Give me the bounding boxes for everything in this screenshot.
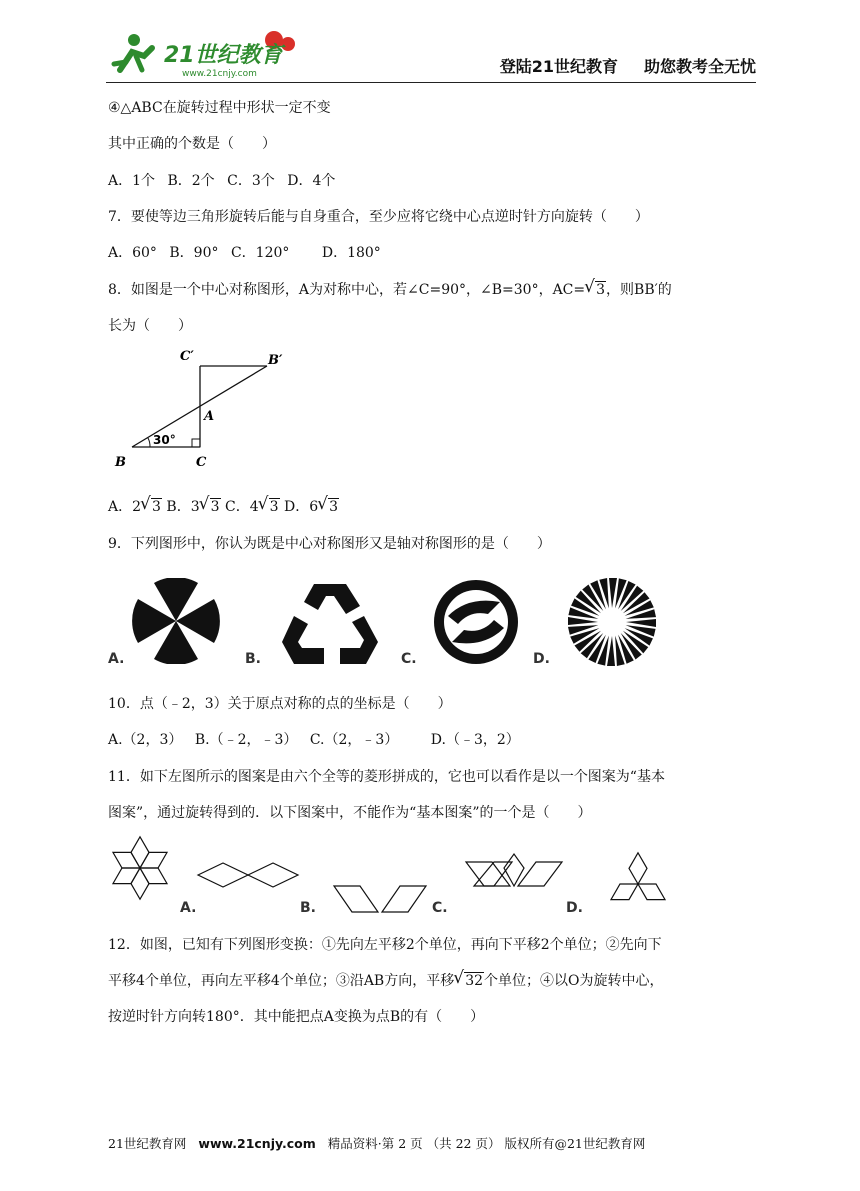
header-slogan [500,54,756,77]
sqrt-symbol: √ 3 [319,497,339,517]
label-b-prime: B′ [268,353,283,368]
q7-text: 7．要使等边三角形旋转后能与自身重合，至少应将它绕中心点逆时针方向旋转（ ） [108,209,649,225]
q6-option-a: A．1个 [108,173,156,189]
label-b: B [115,455,126,470]
q10-option-c: C.（2，﹣3） [309,732,399,748]
q10-options [108,730,520,750]
q12-text-3: 按逆时针方向转180°．其中能把点A变换为点B的有（ ） [108,1009,485,1025]
six-rhombus-star-icon [104,832,176,904]
q9-text: 9．下列图形中，你认为既是中心对称图形又是轴对称图形的是（ ） [108,536,551,552]
q8-text: 8．如图是一个中心对称图形，A为对称中心，若∠C=90°，∠B=30°，AC=√ 3，则BB′的 [108,280,672,300]
q7-options [108,243,381,263]
q8-option-d: D．6√ 3 [284,499,339,515]
slogan-left: 登陆21世纪教育 [499,57,618,76]
logo-text: 21世纪教育 [164,43,283,68]
q11-label-d: D. [566,900,583,916]
q8-option-a: A．2√ 3 [108,499,162,515]
sqrt-symbol: √ 3 [201,497,221,517]
logo-url: www.21cnjy.com [182,69,257,79]
q6-options [108,171,335,191]
two-rhombus-horizontal-icon [196,858,300,892]
q9-label-a: A. [108,651,125,667]
q10-text: 10．点（﹣2，3）关于原点对称的点的坐标是（ ） [108,696,452,712]
label-angle: 30° [153,433,176,447]
two-rhombus-v-icon [330,882,430,916]
q9-label-d: D. [533,651,550,667]
label-c: C [196,455,207,470]
sqrt-symbol: √ 3 [586,280,606,300]
header-rule [106,82,756,83]
page-header [106,26,756,82]
sqrt-symbol: √ 3 [142,497,162,517]
q6-option-c: C．3个 [227,173,275,189]
logo [106,26,306,82]
ring-emblem-icon [428,576,524,668]
spiral-sunburst-icon [562,574,662,670]
three-rhombus-y-icon [596,846,680,916]
q11-text-1: 11．如下左图所示的图案是由六个全等的菱形拼成的，它也可以看作是以一个图案为“基本 [108,769,665,785]
q6-option-b: B．2个 [167,173,215,189]
q10-option-a: A.（2，3） [108,732,183,748]
q7-option-a: A．60° [108,245,157,261]
three-rhombus-fan-icon [462,852,566,914]
q12-text-2: 平移4个单位，再向左平移4个单位；③沿AB方向，平移√ 32个单位；④以O为旋转中心， [108,971,664,991]
q9-label-c: C. [401,651,417,667]
q10-option-b: B.（﹣2，﹣3） [194,732,298,748]
footer-left: 21世纪教育网 [108,1136,187,1151]
q11-text-2: 图案”，通过旋转得到的．以下图案中，不能作为“基本图案”的一个是（ ） [108,805,592,821]
label-a: A [204,409,215,424]
q12-text-1: 12．如图，已知有下列图形变换：①先向左平移2个单位，再向下平移2个单位；②先向下 [108,937,662,953]
q8-text-cont: 长为（ ） [108,318,192,334]
q11-label-c: C. [432,900,448,916]
runner-logo-icon [106,26,306,82]
q7-option-b: B．90° [169,245,219,261]
q6-question: 其中正确的个数是（ ） [108,136,276,152]
q8-option-b: B．3√ 3 [166,499,220,515]
pinwheel-icon [128,578,224,664]
q8-options [108,497,339,517]
q8-figure [110,350,300,480]
sqrt-symbol: √ 3 [260,497,280,517]
q11-label-b: B. [300,900,316,916]
q8-option-c: C．4√ 3 [225,499,280,515]
footer-right: 精品资料·第 2 页 （共 22 页） 版权所有@21世纪教育网 [327,1136,646,1151]
q11-label-a: A. [180,900,197,916]
sqrt-symbol: √ 32 [455,971,484,991]
footer-url[interactable]: www.21cnjy.com [198,1136,316,1151]
q7-option-d: D．180° [321,245,381,261]
recycle-icon [280,580,380,666]
label-c-prime: C′ [180,350,194,364]
q10-option-d: D.（﹣3，2） [430,732,520,748]
q9-label-b: B. [245,651,261,667]
q7-option-c: C．120° [230,245,290,261]
q6-option-d: D．4个 [287,173,336,189]
page-footer [108,1134,645,1152]
slogan-right: 助您教考全无忧 [643,57,756,76]
q6-item4: ④△ABC在旋转过程中形状一定不变 [108,100,331,116]
